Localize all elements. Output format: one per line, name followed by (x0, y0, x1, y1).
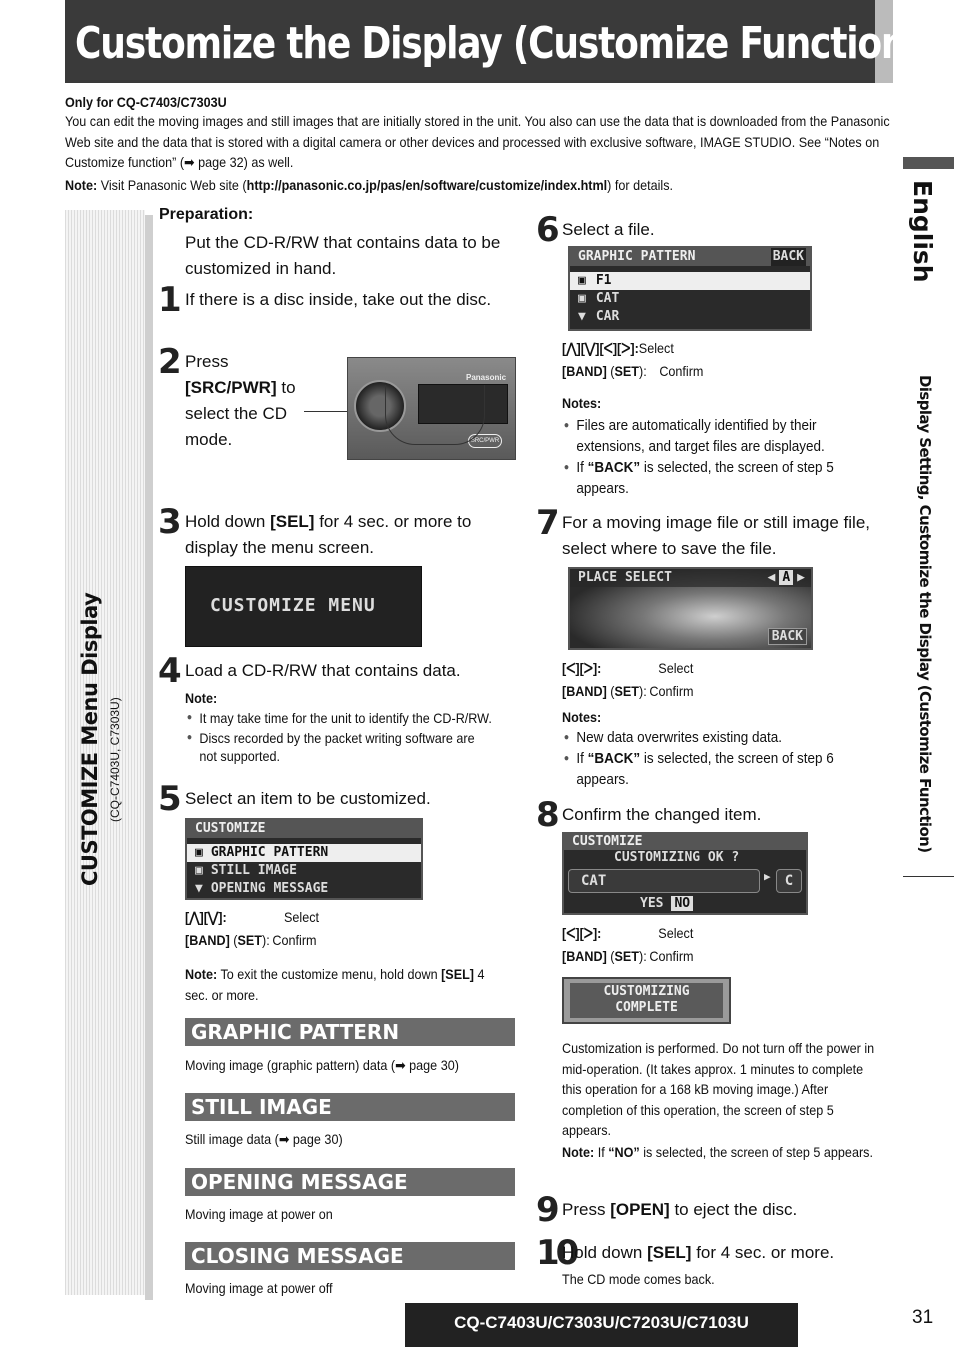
page-title: Customize the Display (Customize Function) (75, 18, 921, 69)
step-6-keys-select: [⋀][⋁][ᐸ][ᐳ]: (562, 340, 639, 356)
right-triangle-icon: ▶ (764, 870, 771, 883)
place-select-screen-title: PLACE SELECT (578, 570, 672, 585)
intro-note-text-pre: Visit Panasonic Web site ( (100, 177, 247, 193)
step-8-note (562, 1142, 882, 1163)
place-select-screen (568, 567, 813, 650)
step-7-number: 7 (536, 503, 560, 543)
step-8-keys-confirm: [BAND] (562, 947, 607, 964)
page-number: 31 (912, 1307, 934, 1328)
only-for-label: Only for CQ-C7403/C7303U (65, 94, 227, 110)
section-still-image-title: STILL IMAGE (185, 1093, 515, 1121)
customize-list-row-1: ▣ GRAPHIC PATTERN (187, 844, 421, 862)
customize-list-row-2-label: STILL IMAGE (210, 863, 297, 878)
step-9-pre: Press (562, 1200, 606, 1219)
left-arrow-icon: ◀ (767, 570, 776, 585)
section-opening-message-title: OPENING MESSAGE (185, 1168, 515, 1196)
step-1-text: If there is a disc inside, take out the disc. (185, 290, 492, 309)
step-5-set-key: SET (237, 931, 263, 948)
step-2-post: to select the CD mode. (185, 378, 296, 449)
step-5-text: Select an item to be customized. (185, 789, 431, 808)
step-10-number: 10 (536, 1233, 576, 1273)
step-5-keys-confirm: [BAND] (185, 931, 230, 948)
file-select-row-2-label: CAT (595, 291, 620, 306)
customizing-complete-screen (562, 977, 731, 1024)
step-10-pre: Hold down (562, 1243, 643, 1262)
step-8-note-label: Note: (562, 1144, 595, 1160)
customizing-complete-line-2: COMPLETE (615, 1000, 678, 1015)
step-6-notes-label: Notes: (562, 395, 602, 411)
step-4-number: 4 (158, 651, 182, 691)
place-select-slot[interactable] (768, 569, 805, 587)
customize-list-row-3: ▼ OPENING MESSAGE (195, 881, 329, 896)
place-select-slot-label: A (779, 570, 793, 585)
step-6-note-1: ● Files are automatically identified by their extensions, and target files are displayed. (562, 415, 873, 457)
step-5-note-text-post: 4 sec. or more. (185, 966, 485, 1003)
file-select-row-2: ▣ CAT (578, 291, 620, 306)
step-7-note-2-pre: If (576, 750, 584, 767)
step-8-set-key: SET (614, 947, 640, 964)
section-closing-message-title: CLOSING MESSAGE (185, 1242, 515, 1270)
sidebar-stripe (65, 210, 145, 1295)
step-6-confirm-label: Confirm (659, 362, 704, 379)
step-3-post: for 4 sec. or more to display the menu screen. (185, 512, 472, 557)
place-select-screen-head (570, 569, 811, 587)
confirm-screen-item: CAT (568, 869, 760, 893)
section-opening-message-text: Moving image at power on (185, 1206, 333, 1222)
step-5-number: 5 (158, 779, 182, 819)
intro-note-label: Note: (65, 177, 98, 193)
step-1-number: 1 (158, 280, 182, 320)
customize-list-screen (185, 818, 423, 900)
step-3-pre: Hold down (185, 512, 266, 531)
step-7-keys-confirm: [BAND] (562, 682, 607, 699)
section-still-image-text: Still image data (➡ page 30) (185, 1131, 343, 1147)
customizing-complete-line-1: CUSTOMIZING (603, 984, 690, 999)
preparation-text: Put the CD-R/RW that contains data to be customized in hand. (185, 233, 501, 278)
step-5-confirm-label: Confirm (272, 931, 317, 948)
step-2-key: [SRC/PWR] (185, 378, 277, 397)
file-select-back: BACK (772, 249, 804, 264)
step-2-text (185, 349, 315, 453)
step-9-number: 9 (536, 1190, 560, 1230)
sidebar-shadow (145, 215, 153, 1300)
step-5-select-label: Select (284, 909, 320, 925)
step-8-confirm-label: Confirm (649, 947, 694, 964)
step-7-notes (562, 728, 873, 790)
step-3-text (185, 509, 515, 561)
step-9-key: [OPEN] (610, 1200, 670, 1219)
step-7-note-2-key: “BACK” (587, 750, 641, 767)
step-6-keys: [⋀][⋁][ᐸ][ᐳ]:Select [BAND] (SET): Confirm (562, 340, 704, 379)
step-5-note-label: Note: (185, 966, 218, 982)
step-4-note-label: Note: (185, 690, 218, 706)
confirm-screen-yesno (564, 896, 806, 912)
file-select-screen-head (570, 248, 810, 266)
step-8-note-key: “NO” (608, 1144, 640, 1160)
step-7-set-key: SET (614, 682, 640, 699)
step-8-paragraph: Customization is performed. Do not turn off the power in mid-operation. (It takes approx. 1 minutes to complete this operation for a 168 kB moving image.) After completion of this operation, the screen of step 5 appears. (562, 1040, 875, 1138)
right-tab-bar (903, 157, 954, 169)
step-6-note-2-pre: If (576, 459, 584, 476)
step-7-note-2 (562, 748, 873, 790)
preparation-label: Preparation: (159, 206, 254, 223)
step-9-post: to eject the disc. (674, 1200, 798, 1219)
step-6-notes (562, 415, 873, 499)
file-select-screen-title: GRAPHIC PATTERN (578, 249, 696, 264)
footer-model-numbers: CQ-C7403U/C7303U/C7203U/C7103U (405, 1303, 798, 1347)
src-pwr-button-label: SRC/PWR (468, 434, 502, 448)
confirm-screen-item-row (564, 866, 806, 894)
step-8-keys: [ᐸ][ᐳ]: Select [BAND] (SET): Confirm (562, 925, 694, 964)
intro-note (65, 175, 893, 196)
confirm-screen-line: CUSTOMIZING OK ? (614, 850, 740, 865)
confirm-screen-head: CUSTOMIZE (564, 834, 806, 850)
step-7-text: For a moving image file or still image file, select where to save the file. (562, 513, 871, 558)
confirm-screen-no[interactable]: NO (671, 896, 693, 911)
customize-list-row-2: ▣ STILL IMAGE (195, 863, 297, 878)
step-3-number: 3 (158, 502, 182, 542)
right-tab-section: Display Setting, Customize the Display (Customize Function) (916, 375, 934, 853)
right-arrow-icon: ▶ (797, 570, 805, 585)
step-8-note-post: is selected, the screen of step 5 appears. (643, 1144, 873, 1160)
sidebar-label: CUSTOMIZE Menu Display (78, 592, 102, 886)
file-select-screen (568, 246, 812, 331)
step-7-keys: [ᐸ][ᐳ]: Select [BAND] (SET): Confirm (562, 660, 694, 699)
file-select-row-3: ▼ CAR (578, 309, 620, 324)
step-7-confirm-label: Confirm (649, 682, 694, 699)
file-select-row-1-label: F1 (595, 273, 612, 288)
step-5-keys-select: [⋀][⋁]: (185, 909, 227, 925)
step-6-note-2-key: “BACK” (587, 459, 641, 476)
step-10-text (562, 1240, 834, 1266)
device-brand: Panasonic (466, 373, 507, 382)
step-2-number: 2 (158, 342, 182, 382)
step-7-keys-select: [ᐸ][ᐳ]: (562, 660, 602, 676)
sidebar-models: (CQ-C7403U, C7303U) (108, 697, 122, 822)
step-4-notes (185, 709, 496, 765)
right-tab-language: English (908, 180, 937, 283)
step-6-note-2 (562, 457, 873, 499)
customize-menu-screen (185, 566, 422, 647)
place-select-back: BACK (768, 628, 807, 645)
step-3-key: [SEL] (270, 512, 315, 531)
section-graphic-pattern-title: GRAPHIC PATTERN (185, 1018, 515, 1046)
confirm-screen-yes[interactable]: YES (640, 896, 664, 911)
step-4-note-2: ● Discs recorded by the packet writing software are not supported. (185, 729, 496, 765)
step-7-note-1: ● New data overwrites existing data. (562, 728, 873, 748)
step-4-text: Load a CD-R/RW that contains data. (185, 661, 461, 680)
step-5-note-text: To exit the customize menu, hold down (220, 966, 438, 982)
intro-paragraph: You can edit the moving images and still images that are initially stored in the unit. You also can use the data that is downloaded from the Panasonic Web site and the data that is stored with a digital camera or other devices and processed with exclusive software, IMAGE STUDIO. See “Notes on Customize function” (➡ page 32) as well. (65, 113, 890, 170)
file-select-row-1: ▣ F1 (570, 272, 810, 290)
step-6-select-label: Select (638, 340, 674, 356)
customizing-complete-panel (570, 983, 723, 1018)
step-5-note-key: [SEL] (441, 966, 475, 982)
step-6-keys-confirm: [BAND] (562, 362, 607, 379)
section-graphic-pattern-text: Moving image (graphic pattern) data (➡ page 30) (185, 1057, 459, 1073)
step-8-select-label: Select (658, 925, 694, 941)
step-8-keys-select: [ᐸ][ᐳ]: (562, 925, 602, 941)
step-10-sub: The CD mode comes back. (562, 1271, 715, 1287)
step-2-callout-curve (385, 385, 485, 445)
step-6-note-2-post: is selected, the screen of step 5 appears. (576, 459, 834, 497)
step-5-keys: [⋀][⋁]: Select [BAND] (SET): Confirm (185, 909, 320, 948)
section-closing-message-text: Moving image at power off (185, 1280, 333, 1296)
step-6-number: 6 (536, 210, 560, 250)
step-4-note-1: ● It may take time for the unit to identify the CD-R/RW. (185, 709, 496, 727)
right-tab-rule (903, 876, 954, 877)
customize-list-row-3-label: OPENING MESSAGE (210, 881, 329, 896)
file-select-row-3-label: CAR (595, 309, 620, 324)
step-7-notes-label: Notes: (562, 709, 602, 725)
step-9-text (562, 1197, 797, 1223)
step-10-post: for 4 sec. or more. (696, 1243, 835, 1262)
step-10-key: [SEL] (647, 1243, 692, 1262)
customize-list-row-1-label: GRAPHIC PATTERN (210, 845, 329, 860)
step-8-note-pre: If (597, 1144, 605, 1160)
intro-note-url[interactable]: http://panasonic.co.jp/pas/en/software/customize/index.html (246, 177, 608, 193)
step-7-note-2-post: is selected, the screen of step 6 appears. (576, 750, 834, 788)
step-8-text: Confirm the changed item. (562, 805, 762, 824)
step-6-set-key: SET (614, 362, 640, 379)
step-7-select-label: Select (658, 660, 694, 676)
step-6-text: Select a file. (562, 220, 655, 239)
intro-note-text-post: ) for details. (607, 177, 674, 193)
step-5-note (185, 964, 496, 1005)
step-8-number: 8 (536, 795, 560, 835)
confirm-screen-slot: C (776, 869, 802, 893)
customize-menu-screen-text: CUSTOMIZE MENU (210, 595, 376, 616)
confirm-screen (562, 832, 808, 915)
step-2-pre: Press (185, 352, 229, 371)
customize-list-screen-head: CUSTOMIZE (187, 820, 421, 838)
